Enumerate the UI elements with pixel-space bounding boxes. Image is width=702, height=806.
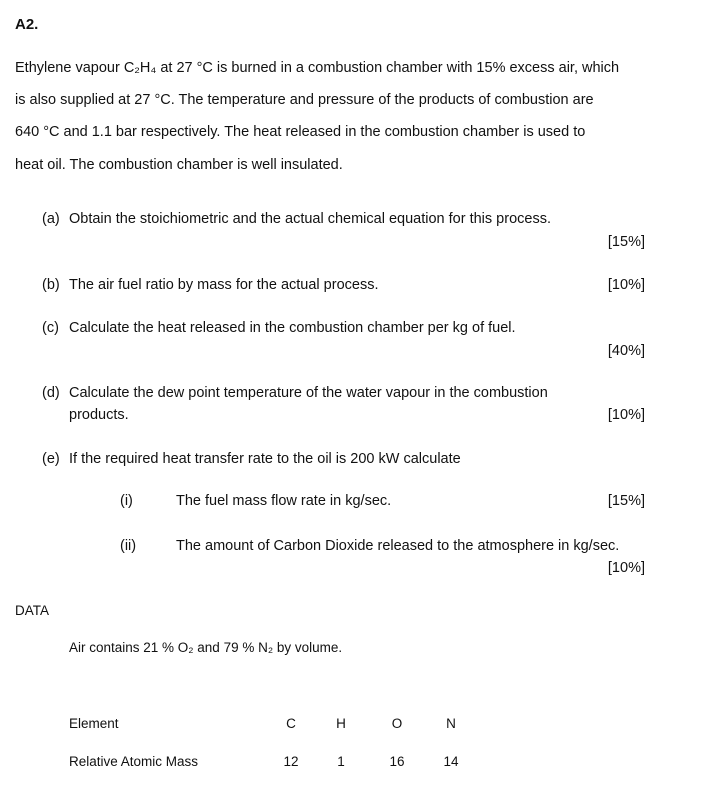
subpart-i-label: (i) (120, 493, 133, 509)
part-d-mark: [10%] (607, 407, 645, 423)
question-number: A2. (15, 16, 39, 33)
part-c-label: (c) (42, 320, 59, 336)
table-cell-mass-h: 1 (337, 754, 345, 769)
table-cell-mass-n: 14 (443, 754, 459, 769)
part-e-label: (e) (42, 451, 60, 467)
part-c-mark: [40%] (607, 343, 645, 359)
table-cell-mass-o: 16 (389, 754, 405, 769)
table-row-label-mass: Relative Atomic Mass (69, 754, 199, 769)
part-a-label: (a) (42, 211, 60, 227)
part-c-text: Calculate the heat released in the combustion chamber per kg of fuel. (69, 320, 516, 336)
part-d-label: (d) (42, 385, 60, 401)
intro-line-4: heat oil. The combustion chamber is well insulated. (15, 157, 343, 173)
intro-line-1: Ethylene vapour C₂H₄ at 27 °C is burned in a combustion chamber with 15% excess air, which (15, 60, 620, 76)
intro-line-3: 640 °C and 1.1 bar respectively. The heat released in the combustion chamber is used to (15, 124, 586, 140)
part-d-text-line-1: Calculate the dew point temperature of the water vapour in the combustion (69, 385, 548, 401)
part-d-text-line-2: products. (69, 407, 129, 423)
part-b-mark: [10%] (607, 277, 645, 293)
part-e-text: If the required heat transfer rate to the oil is 200 kW calculate (69, 451, 461, 467)
table-row-label-element: Element (69, 716, 119, 731)
table-cell-element-h: H (336, 716, 346, 731)
table-cell-element-n: N (446, 716, 456, 731)
part-a-text: Obtain the stoichiometric and the actual chemical equation for this process. (69, 211, 551, 227)
part-b-text: The air fuel ratio by mass for the actual process. (69, 277, 379, 293)
subpart-i-text: The fuel mass flow rate in kg/sec. (176, 493, 392, 509)
subpart-ii-mark: [10%] (607, 560, 645, 576)
subpart-i-mark: [15%] (607, 493, 645, 509)
subpart-ii-label: (ii) (120, 538, 137, 554)
data-heading: DATA (15, 603, 50, 618)
subpart-ii-text: The amount of Carbon Dioxide released to the atmosphere in kg/sec. (176, 538, 620, 554)
intro-line-2: is also supplied at 27 °C. The temperature and pressure of the products of combustion are (15, 92, 594, 108)
table-cell-mass-c: 12 (283, 754, 299, 769)
part-b-label: (b) (42, 277, 60, 293)
part-a-mark: [15%] (607, 234, 645, 250)
table-cell-element-o: O (391, 716, 403, 731)
table-cell-element-c: C (286, 716, 296, 731)
air-composition: Air contains 21 % O₂ and 79 % N₂ by volume. (69, 640, 343, 655)
